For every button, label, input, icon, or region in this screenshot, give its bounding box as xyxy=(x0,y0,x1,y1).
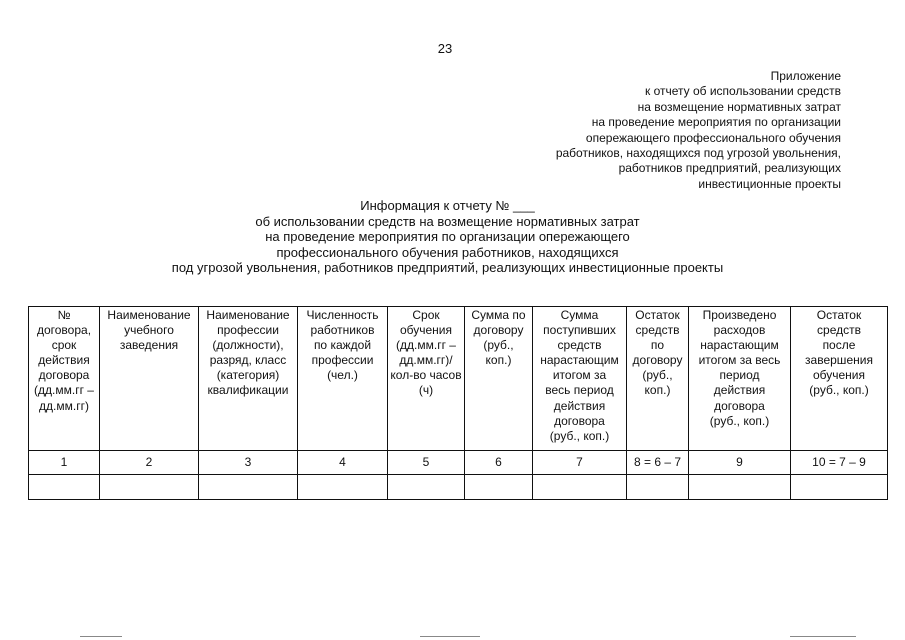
appendix-line: на проведение мероприятия по организации xyxy=(591,115,841,130)
document-title xyxy=(0,198,895,276)
appendix-line: работников, находящихся под угрозой увольнения, xyxy=(555,146,841,161)
header-cell-line: Сумма по xyxy=(471,308,526,322)
header-row xyxy=(29,307,888,451)
header-cell-line: кол-во часов xyxy=(390,368,462,383)
header-cell xyxy=(533,307,627,451)
header-cell xyxy=(100,307,199,451)
empty-cell[interactable] xyxy=(388,475,465,500)
header-cell xyxy=(791,307,888,451)
header-cell-line: действия xyxy=(38,353,90,368)
header-cell-line: поступивших xyxy=(543,323,616,338)
header-cell-line: (ч) xyxy=(418,383,434,398)
empty-cell[interactable] xyxy=(533,475,627,500)
header-cell-line: срок xyxy=(51,338,77,353)
appendix-line: к отчету об использовании средств xyxy=(644,84,841,99)
header-cell-line: средств xyxy=(635,323,680,338)
header-cell-line: работников xyxy=(310,323,375,338)
page-edge-line xyxy=(80,636,122,637)
header-cell xyxy=(465,307,533,451)
column-number-row xyxy=(29,451,888,475)
header-cell-line: (категория) xyxy=(216,368,280,383)
header-cell-line: Сумма xyxy=(560,308,599,322)
header-cell xyxy=(689,307,791,451)
header-cell-line: по каждой xyxy=(313,338,372,353)
appendix-line: инвестиционные проекты xyxy=(698,176,841,191)
column-number-cell: 9 xyxy=(689,451,791,475)
header-cell-line: завершения xyxy=(805,353,873,368)
header-cell-line: расходов xyxy=(713,323,766,338)
appendix-line: работников предприятий, реализующих xyxy=(618,161,841,176)
appendix-line: Приложение xyxy=(770,69,841,83)
title-line: Информация к отчету № ___ xyxy=(360,198,535,213)
header-cell-line: Наименование xyxy=(206,308,290,322)
column-number-cell: 8 = 6 – 7 xyxy=(627,451,689,475)
header-cell-line: период xyxy=(719,368,760,383)
header-cell-line: учебного xyxy=(124,323,174,338)
empty-table-row xyxy=(29,475,888,500)
header-cell-line: обучения xyxy=(399,323,453,338)
header-cell-line: (руб., коп.) xyxy=(709,413,770,428)
header-cell-line: коп.) xyxy=(644,383,671,398)
header-cell-line: № xyxy=(57,308,71,322)
header-cell-line: нарастающим xyxy=(540,353,619,368)
header-cell-line: договору xyxy=(632,353,683,368)
header-cell xyxy=(627,307,689,451)
header-cell-line: весь период xyxy=(545,383,614,398)
header-cell-line: Произведено xyxy=(702,308,777,322)
header-cell-line: договора, xyxy=(36,323,92,338)
header-cell-line: итогом за xyxy=(552,368,607,383)
appendix-line: опережающего профессионального обучения xyxy=(585,130,841,145)
title-line: профессионального обучения работников, находящихся xyxy=(276,244,619,260)
header-cell-line: итогом за весь xyxy=(698,353,781,368)
header-cell-line: после xyxy=(822,338,856,353)
header-cell-line: нарастающим xyxy=(700,338,779,353)
header-cell-line: коп.) xyxy=(485,353,512,368)
header-cell-line: договора xyxy=(554,413,605,428)
header-cell-line: средств xyxy=(817,323,861,338)
header-cell-line: (руб., xyxy=(483,338,514,353)
title-line: на проведение мероприятия по организации опережающего xyxy=(265,229,630,245)
page-edge-line xyxy=(420,636,480,637)
appendix-line: на возмещение нормативных затрат xyxy=(637,99,841,114)
header-cell-line: квалификации xyxy=(207,383,289,398)
column-number-cell: 7 xyxy=(533,451,627,475)
appendix-block xyxy=(556,69,841,192)
header-cell-line: обучения xyxy=(812,368,866,383)
header-cell-line: Срок xyxy=(412,308,440,322)
column-number-cell: 10 = 7 – 9 xyxy=(791,451,888,475)
header-cell-line: Наименование xyxy=(107,308,191,322)
header-cell-line: Остаток xyxy=(635,308,680,322)
header-cell xyxy=(388,307,465,451)
header-cell xyxy=(298,307,388,451)
column-number-cell: 1 xyxy=(29,451,100,475)
header-cell-line: Остаток xyxy=(816,308,862,322)
header-cell-line: действия xyxy=(553,398,606,413)
header-cell-line: договора xyxy=(38,368,90,383)
empty-cell[interactable] xyxy=(298,475,388,500)
header-cell-line: дд.мм.гг) xyxy=(39,398,89,413)
title-line: под угрозой увольнения, работников предприятий, реализующих инвестиционные проекты xyxy=(171,260,724,276)
page-number: 23 xyxy=(437,41,453,56)
header-cell-line: (руб., xyxy=(642,368,673,383)
empty-cell[interactable] xyxy=(29,475,100,500)
header-cell-line: профессии xyxy=(217,323,279,338)
header-cell-line: (руб., коп.) xyxy=(549,428,610,443)
header-cell-line: Численность xyxy=(306,308,379,322)
column-number-cell: 5 xyxy=(388,451,465,475)
title-line: об использовании средств на возмещение нормативных затрат xyxy=(255,213,640,229)
header-cell-line: (чел.) xyxy=(327,368,358,383)
header-cell-line: договору xyxy=(473,323,524,338)
header-cell-line: средств xyxy=(557,338,602,353)
column-number-cell: 4 xyxy=(298,451,388,475)
empty-cell[interactable] xyxy=(100,475,199,500)
header-cell-line: дд.мм.гг)/ xyxy=(399,353,453,368)
column-number-cell: 2 xyxy=(100,451,199,475)
header-cell-line: (должности), xyxy=(212,338,284,353)
header-cell-line: разряд, класс xyxy=(209,353,287,368)
page-edge-line xyxy=(790,636,856,637)
column-number-cell: 3 xyxy=(199,451,298,475)
header-cell-line: (руб., коп.) xyxy=(809,383,869,398)
empty-cell[interactable] xyxy=(689,475,791,500)
header-cell-line: (дд.мм.гг – xyxy=(34,383,94,398)
report-table xyxy=(28,306,888,500)
header-cell-line: профессии xyxy=(311,353,374,368)
empty-cell[interactable] xyxy=(465,475,533,500)
empty-cell[interactable] xyxy=(199,475,298,500)
empty-cell[interactable] xyxy=(627,475,689,500)
header-cell xyxy=(199,307,298,451)
header-cell-line: договора xyxy=(714,398,765,413)
column-number-cell: 6 xyxy=(465,451,533,475)
header-cell-line: действия xyxy=(713,383,766,398)
header-cell-line: (дд.мм.гг – xyxy=(396,338,456,353)
empty-cell[interactable] xyxy=(791,475,888,500)
header-cell xyxy=(29,307,100,451)
header-cell-line: заведения xyxy=(119,338,179,353)
header-cell-line: по xyxy=(650,338,665,353)
